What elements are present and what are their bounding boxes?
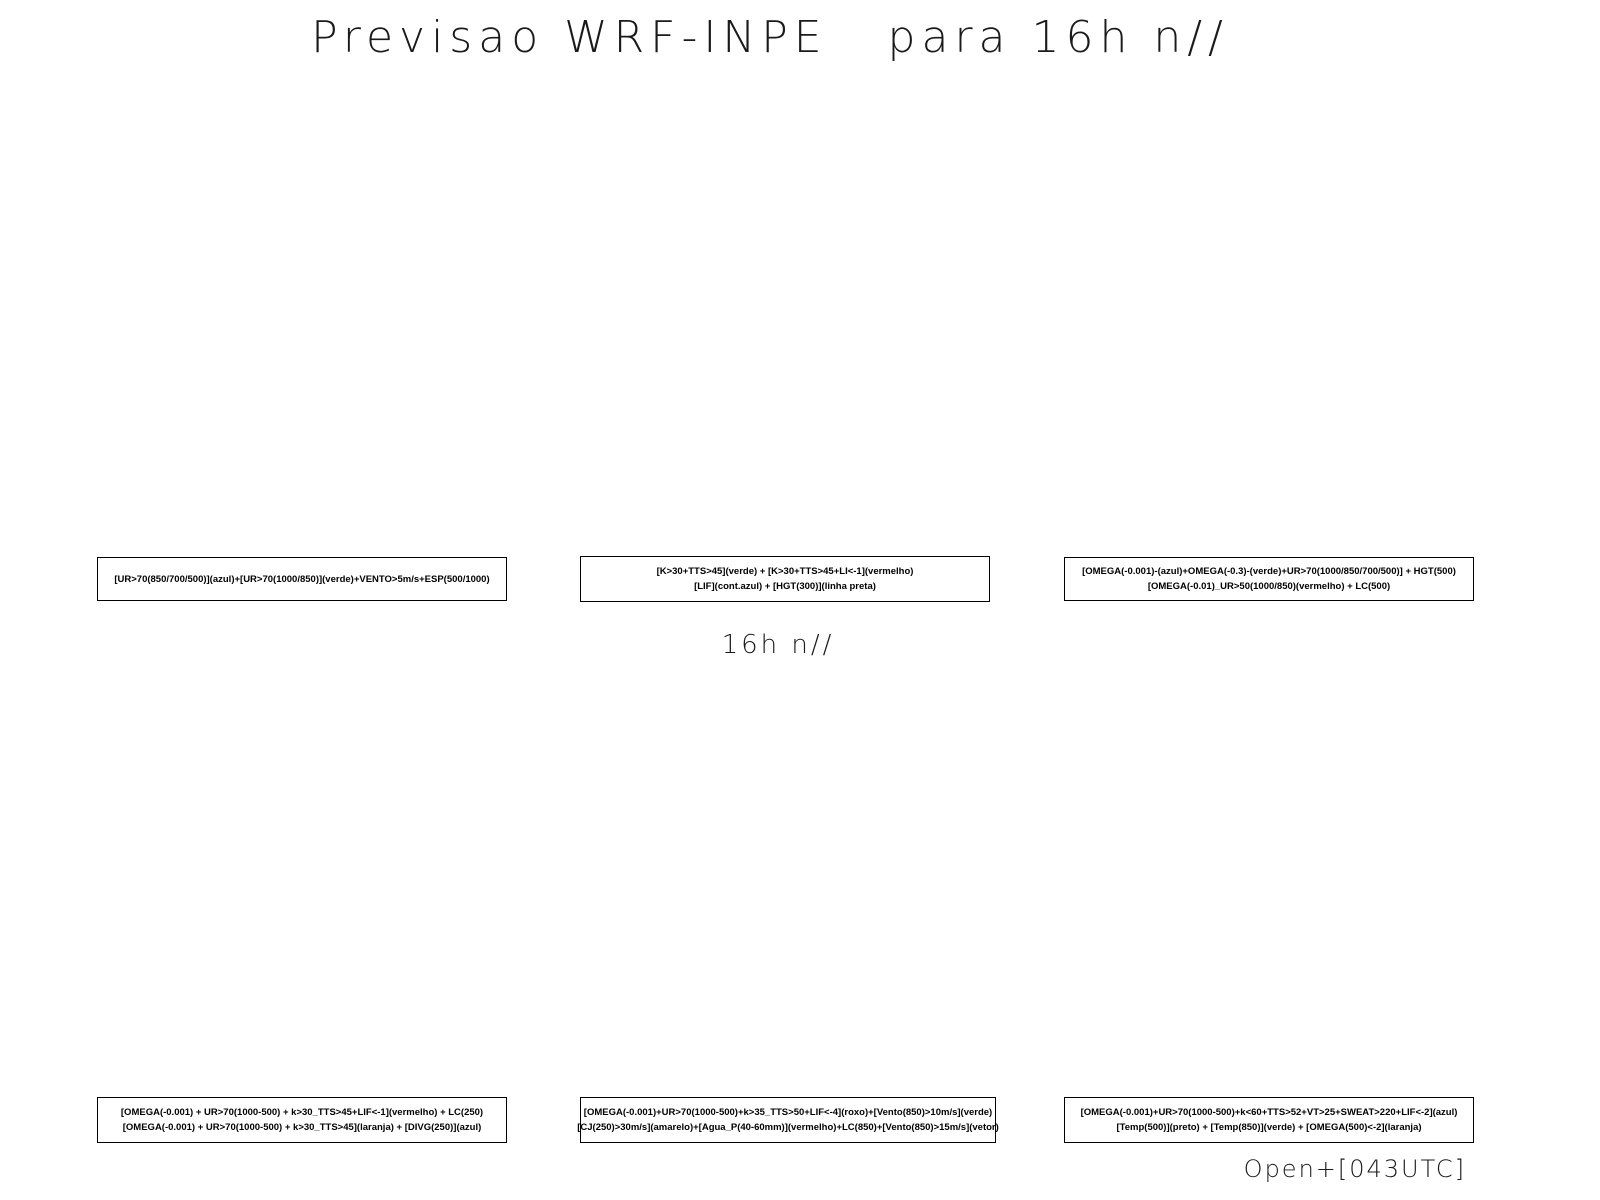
legend-line: [OMEGA(-0.001) + UR>70(1000-500) + k>30_TTS>45+LIF<-1](vermelho) + LC(250) xyxy=(120,1107,484,1118)
legend-line: [OMEGA(-0.001)-(azul)+OMEGA(-0.3)-(verde)+UR>70(1000/850/700/500)] + HGT(500) xyxy=(1082,566,1456,577)
legend-box-cj-agua xyxy=(577,1097,999,1143)
legend-line: [OMEGA(-0.001) + UR>70(1000-500) + k>30_TTS>45](laranja) + [DIVG(250)](azul) xyxy=(122,1122,482,1133)
legend-line: [K>30+TTS>45](verde) + [K>30+TTS>45+LI<-1](vermelho) xyxy=(656,566,914,577)
footer-open-label: Open+[043UTC] xyxy=(1243,1155,1466,1183)
legend-line: [OMEGA(-0.001)+UR>70(1000-500)+k>35_TTS>50+LIF<-4](roxo)+[Vento(850)>10m/s](verde) xyxy=(583,1107,993,1118)
legend-box-omega-hgt xyxy=(1064,557,1474,601)
legend-line: [OMEGA(-0.001)+UR>70(1000-500)+k<60+TTS>52+VT>25+SWEAT>220+LIF<-2](azul) xyxy=(1080,1107,1458,1118)
page-title: Previsao WRF-INPE para 16h n// xyxy=(311,12,1229,63)
legend-box-ur-vento-esp xyxy=(97,557,507,601)
legend-box-k-tts-lif xyxy=(580,556,990,602)
legend-box-sweat-temp xyxy=(1064,1097,1474,1143)
legend-line: [Temp(500)](preto) + [Temp(850)](verde) + [OMEGA(500)<-2](laranja) xyxy=(1116,1122,1422,1133)
legend-line: [CJ(250)>30m/s](amarelo)+[Agua_P(40-60mm)](vermelho)+LC(850)+[Vento(850)>15m/s](vetor) xyxy=(577,1122,999,1133)
legend-line: [OMEGA(-0.01)_UR>50(1000/850)(vermelho) + LC(500) xyxy=(1147,581,1391,592)
legend-line: [LIF](cont.azul) + [HGT(300)](linha preta) xyxy=(694,581,876,592)
legend-line: [UR>70(850/700/500)](azul)+[UR>70(1000/850)](verde)+VENTO>5m/s+ESP(500/1000) xyxy=(114,573,490,585)
legend-box-omega-lc xyxy=(97,1097,507,1143)
middle-forecast-label: 16h n// xyxy=(721,630,835,660)
